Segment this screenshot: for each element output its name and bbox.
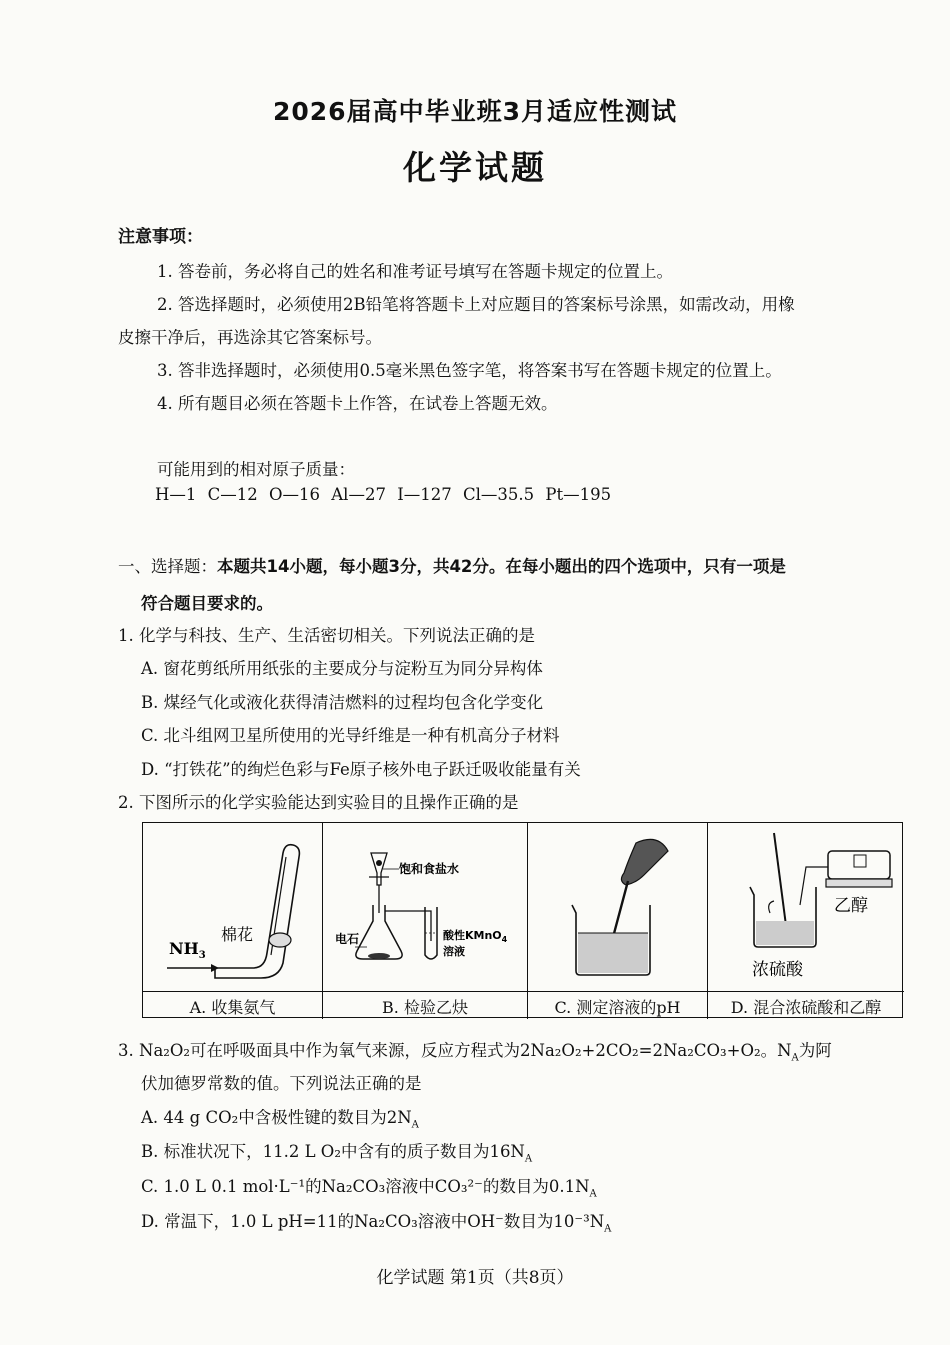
notice-item-4: 4. 所有题目必须在答题卡上作答，在试卷上答题无效。 [157, 394, 558, 413]
figure-b-solution-label: 溶液 [443, 945, 465, 958]
figure-d-ethanol-label: 乙醇 [834, 896, 868, 916]
atomic-mass-values: H—1 C—12 O—16 Al—27 I—127 Cl—35.5 Pt—195 [155, 485, 612, 504]
figure-b-caption: B. 检验乙炔 [382, 998, 468, 1017]
q3-option-c: C. 1.0 L 0.1 mol·L⁻¹的Na₂CO₃溶液中CO₃²⁻的数目为$0.1N_A$ [141, 1177, 597, 1200]
subject-title: 化学试题 [403, 148, 547, 187]
section-heading [118, 553, 786, 577]
section-text: 本题共14小题，每小题3分，共42分。在每小题出的四个选项中，只有一项是 [217, 557, 786, 576]
section-heading-cont: 符合题目要求的。 [141, 594, 273, 613]
figure-b-carbide-label: 电石 [335, 932, 360, 946]
q3-option-a: A. 44 g CO₂中含极性键的数目为$2N_A$ [141, 1108, 419, 1131]
q1-option-b: B. 煤经气化或液化获得清洁燃料的过程均包含化学变化 [141, 693, 544, 712]
section-prefix: 一、选择题： [118, 557, 217, 576]
figure-a-apparatus [143, 823, 323, 991]
page-footer: 化学试题 第1页（共8页） [376, 1268, 574, 1288]
notice-item-3: 3. 答非选择题时，必须使用0.5毫米黑色签字笔，将答案书写在答题卡规定的位置上。 [157, 361, 782, 380]
q3-stem-sub: A [791, 1052, 799, 1064]
notice-item-2: 2. 答选择题时，必须使用2B铅笔将答题卡上对应题目的答案标号涂黑，如需改动，用橡 [157, 295, 795, 314]
figure-d-acid-label: 浓硫酸 [752, 960, 803, 980]
figure-a [143, 823, 323, 1019]
q1-option-d: D. “打铁花”的绚烂色彩与Fe原子核外电子跃迁吸收能量有关 [141, 760, 581, 779]
figure-b-brine-label: 饱和食盐水 [399, 862, 460, 876]
figure-b-apparatus [323, 823, 528, 991]
figure-c-apparatus [528, 823, 708, 991]
figure-c-caption: C. 测定溶液的pH [554, 998, 681, 1017]
notice-item-2-cont: 皮擦干净后，再选涂其它答案标号。 [118, 328, 382, 347]
figure-b [323, 823, 528, 1019]
figure-a-cotton-label: 棉花 [221, 925, 254, 944]
figure-d-apparatus [708, 823, 904, 991]
q3-option-b: B. 标准状况下，11.2 L O₂中含有的质子数目为$16N_A$ [141, 1142, 533, 1165]
q2-figure-table [142, 822, 903, 1018]
q3-stem-text: Na₂O₂可在呼吸面具中作为氧气来源，反应方程式为2Na₂O₂+2CO₂=2Na₂CO₃+O₂。N [139, 1041, 792, 1060]
figure-a-gas: $NH_3$ [169, 939, 206, 961]
q3-number: 3. [118, 1041, 134, 1060]
figure-b-kmno4-label: 酸性KMnO$_4$ [443, 929, 508, 944]
notice-heading: 注意事项： [118, 227, 203, 247]
q1-option-c: C. 北斗组网卫星所使用的光导纤维是一种有机高分子材料 [141, 726, 560, 745]
exam-title: 2026届高中毕业班3月适应性测试 [273, 97, 677, 126]
q3-stem-cont: 伏加德罗常数的值。下列说法正确的是 [141, 1074, 422, 1093]
figure-a-caption: A. 收集氨气 [189, 998, 276, 1017]
figure-d [708, 823, 904, 1019]
q3-stem-end: 为阿 [798, 1041, 832, 1060]
q3-stem [118, 1037, 832, 1063]
notice-item-1: 1. 答卷前，务必将自己的姓名和准考证号填写在答题卡规定的位置上。 [157, 262, 673, 281]
figure-c [528, 823, 708, 1019]
q2-stem: 2. 下图所示的化学实验能达到实验目的且操作正确的是 [118, 793, 519, 812]
q1-stem: 1. 化学与科技、生产、生活密切相关。下列说法正确的是 [118, 626, 535, 645]
atomic-mass-label: 可能用到的相对原子质量： [157, 460, 355, 479]
q1-option-a: A. 窗花剪纸所用纸张的主要成分与淀粉互为同分异构体 [141, 659, 543, 678]
figure-d-caption: D. 混合浓硫酸和乙醇 [730, 998, 882, 1017]
q3-option-d: D. 常温下，1.0 L pH=11的Na₂CO₃溶液中OH⁻数目为$10^{-3}N_A$ [141, 1212, 612, 1235]
